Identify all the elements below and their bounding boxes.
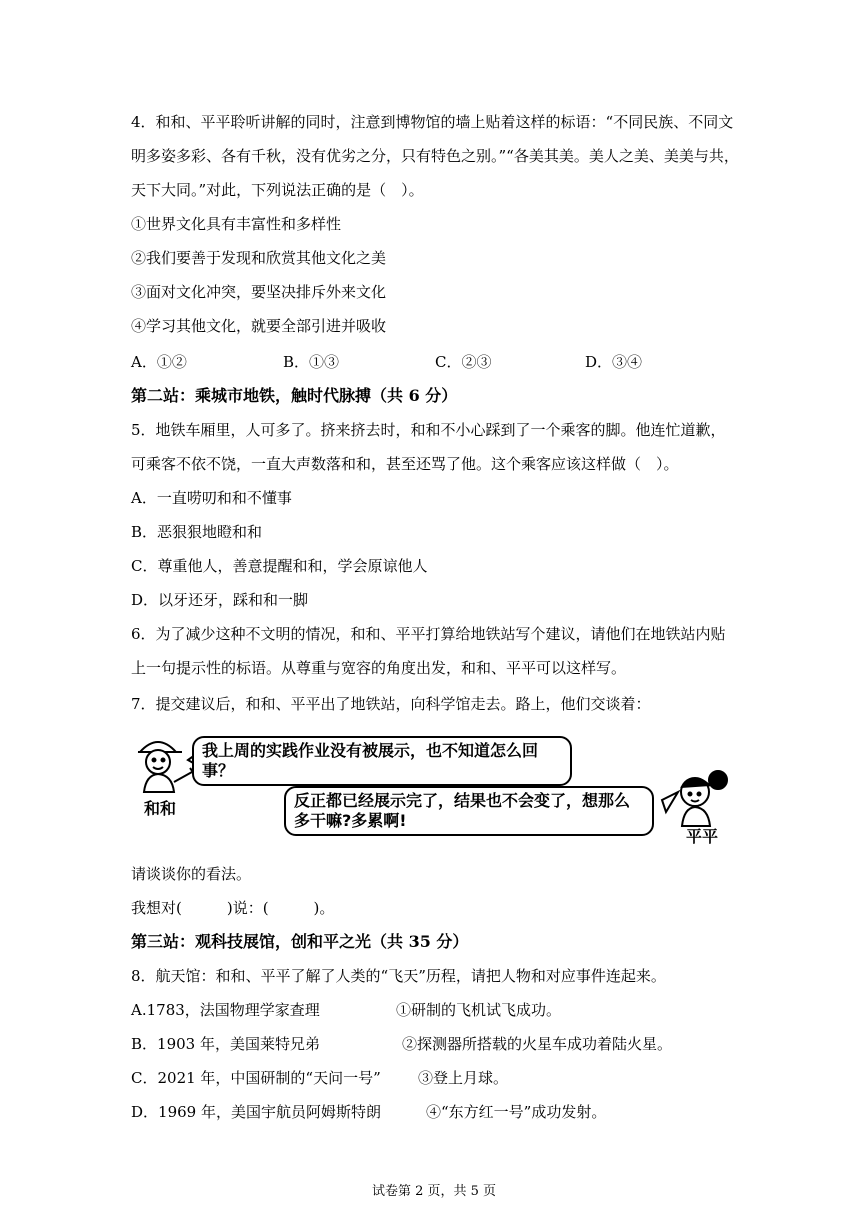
q4-line2: 明多姿多彩、各有千秋，没有优劣之分，只有特色之别。”“各美其美。美人之美、美美与共， bbox=[131, 147, 739, 165]
q8-right-item-2: ②探测器所搭载的火星车成功着陆火星。 bbox=[402, 1035, 673, 1053]
q4-option-d: D．③④ bbox=[585, 353, 643, 371]
q5-option-a: A．一直唠叨和和不懂事 bbox=[131, 489, 292, 507]
q5-option-d: D．以牙还牙，踩和和一脚 bbox=[131, 591, 309, 609]
q6-line2: 上一句提示性的标语。从尊重与宽容的角度出发，和和、平平可以这样写。 bbox=[131, 659, 627, 677]
name-label-pingping: 平平 bbox=[686, 827, 719, 846]
q7-prompt: 请谈谈你的看法。 bbox=[131, 865, 252, 883]
q8-right-item-3: ③登上月球。 bbox=[418, 1069, 509, 1087]
q4-line1: 4．和和、平平聆听讲解的同时，注意到博物馆的墙上贴着这样的标语：“不同民族、不同文 bbox=[131, 113, 734, 131]
q7-answer-line: 我想对( )说：( )。 bbox=[131, 899, 335, 917]
q5-line1: 5．地铁车厢里，人可多了。挤来挤去时，和和不小心踩到了一个乘客的脚。他连忙道歉， bbox=[131, 421, 726, 439]
q8-line1: 8．航天馆：和和、平平了解了人类的“飞天”历程，请把人物和对应事件连起来。 bbox=[131, 967, 666, 985]
q5-line2: 可乘客不依不饶，一直大声数落和和，甚至还骂了他。这个乘客应该这样做（ ）。 bbox=[131, 455, 679, 473]
q4-statement-2: ②我们要善于发现和欣赏其他文化之美 bbox=[131, 249, 387, 267]
speech-bubble-pingping: 反正都已经展示完了，结果也不会变了，想那么多干嘛?多累啊! bbox=[284, 786, 654, 836]
section-2-heading: 第二站：乘城市地铁，触时代脉搏（共 6 分） bbox=[131, 386, 458, 405]
q4-option-a: A．①② bbox=[131, 353, 187, 371]
girl-figure-icon bbox=[681, 771, 727, 826]
q8-right-item-4: ④“东方红一号”成功发射。 bbox=[426, 1103, 607, 1121]
q4-statement-4: ④学习其他文化，就要全部引进并吸收 bbox=[131, 317, 387, 335]
q8-left-item-d: D．1969 年，美国宇航员阿姆斯特朗 bbox=[131, 1103, 381, 1121]
q8-left-item-a: A.1783，法国物理学家查理 bbox=[131, 1001, 320, 1019]
q5-option-b: B．恶狠狠地瞪和和 bbox=[131, 523, 263, 541]
q4-statement-1: ①世界文化具有丰富性和多样性 bbox=[131, 215, 342, 233]
q4-statement-3: ③面对文化冲突，要坚决排斥外来文化 bbox=[131, 283, 387, 301]
q4-line3: 天下大同。”对此，下列说法正确的是（ ）。 bbox=[131, 181, 424, 199]
q7-line1: 7．提交建议后，和和、平平出了地铁站，向科学馆走去。路上，他们交谈着： bbox=[131, 695, 651, 713]
q6-line1: 6．为了减少这种不文明的情况，和和、平平打算给地铁站写个建议，请他们在地铁站内贴 bbox=[131, 625, 726, 643]
q5-option-c: C．尊重他人，善意提醒和和，学会原谅他人 bbox=[131, 557, 428, 575]
q8-right-item-1: ①研制的飞机试飞成功。 bbox=[396, 1001, 562, 1019]
q8-left-item-b: B．1903 年，美国莱特兄弟 bbox=[131, 1035, 320, 1053]
speech-bubble-hehe: 我上周的实践作业没有被展示，也不知道怎么回事？ bbox=[192, 736, 572, 786]
name-label-hehe: 和和 bbox=[144, 799, 177, 818]
q4-option-b: B．①③ bbox=[283, 353, 340, 371]
q8-left-item-c: C．2021 年，中国研制的“天问一号” bbox=[131, 1069, 381, 1087]
boy-figure-icon bbox=[138, 742, 196, 792]
page-footer: 试卷第 2 页，共 5 页 bbox=[371, 1184, 497, 1199]
section-3-heading: 第三站：观科技展馆，创和平之光（共 35 分） bbox=[131, 932, 469, 951]
q4-option-c: C．②③ bbox=[435, 353, 492, 371]
